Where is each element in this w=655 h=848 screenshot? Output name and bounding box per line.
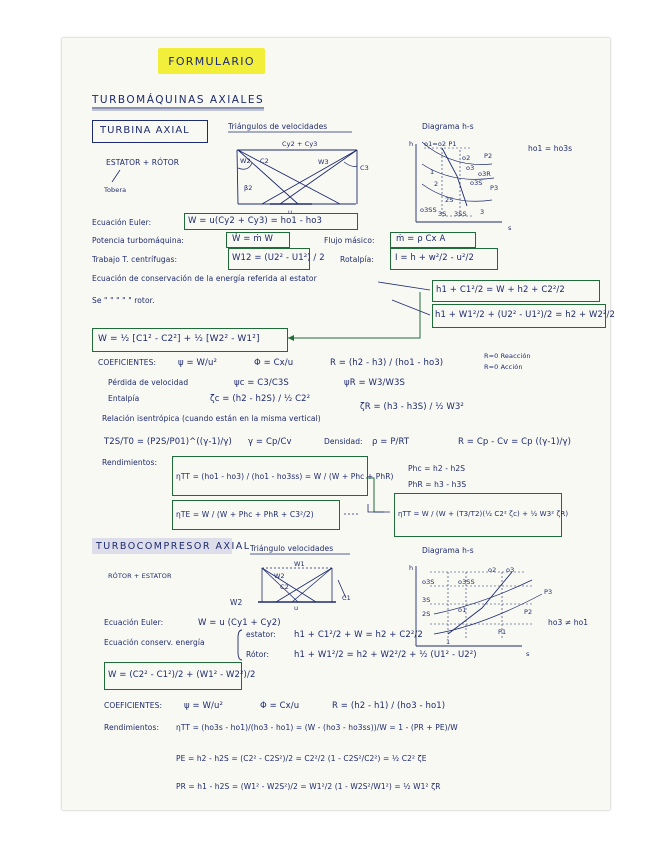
hs1-equality-note: ho1 = ho3s <box>528 144 573 153</box>
estator-energy-equation: h1 + C1²/2 = W + h2 + C2²/2 <box>436 285 565 295</box>
gamma-equation: γ = Cp/Cv <box>248 437 292 447</box>
conservacion-rotor-label: Se " " " " " rotor. <box>92 296 155 305</box>
tobera-label: Tobera <box>104 186 127 194</box>
eta2-tt-equation: ηTT = (ho3s - ho1)/(ho3 - ho1) = (W - (ho3 - ho3ss))/W = 1 - (PR + PE)/W <box>176 723 458 732</box>
tri-u-label: u <box>288 208 293 216</box>
entalpia-zeta-c: ζc = (h2 - h2S) / ½ C2² <box>210 394 311 404</box>
hs2-o3ss-label: o3SS <box>458 578 475 586</box>
hs1-3ss-label: 3SS <box>454 210 467 218</box>
tri-beta2-label: β2 <box>244 184 253 192</box>
tri2-w2-label: W2 <box>274 572 285 580</box>
rendimientos-label: Rendimientos: <box>102 458 158 467</box>
trabajo-label: Trabajo T. centrífugas: <box>92 255 178 264</box>
triangulo2-title: Triángulo velocidades <box>250 544 334 553</box>
hs2-2s-label: 2S <box>422 610 431 618</box>
hs1-s-axis: s <box>508 224 512 232</box>
estator2-label: estator: <box>246 630 276 639</box>
densidad-equation: ρ = P/RT <box>372 437 410 447</box>
hs2-o1-label: o1 <box>458 606 467 614</box>
potencia-label: Potencia turbomáquina: <box>92 236 185 245</box>
hs2-o3s-label: o3S <box>422 578 435 586</box>
hs1-2-label: 2 <box>434 180 439 188</box>
tri-w2-label: W2 <box>240 157 251 165</box>
hs2-inequality-note: ho3 ≠ ho1 <box>548 618 589 627</box>
hs2-s-axis: s <box>526 650 530 658</box>
diagrama-hs-title: Diagrama h-s <box>422 122 474 131</box>
rotor2-label: Rótor: <box>246 650 270 659</box>
hs2-3s-label: 3S <box>422 596 431 604</box>
pr-equation: PR = h1 - h2S = (W1² - W2S²)/2 = W1²/2 (1 - W2S²/W1²) = ½ W1² ζR <box>176 782 441 791</box>
hs2-h-axis: h <box>409 564 414 572</box>
hs1-h-axis: h <box>409 140 414 148</box>
triangulos-title: Triángulos de velocidades <box>228 122 328 131</box>
hs2-1-label: 1 <box>446 638 451 646</box>
hs2-o3-label: o3 <box>506 566 515 574</box>
tri-c2-label: C2 <box>260 157 269 165</box>
hs1-o3ss-label: o3SS <box>420 206 437 214</box>
trabajo-equation: W12 = (U2² - U1²) / 2 <box>232 253 325 263</box>
rotor-estator-label: RÓTOR + ESTATOR <box>108 572 172 580</box>
hs2-p3-label: P3 <box>544 588 553 596</box>
hs1-p01-label: o1=o2 P1 <box>424 140 457 148</box>
hs1-3s-label: 3S <box>438 210 447 218</box>
euler-label: Ecuación Euler: <box>92 218 152 227</box>
tri-w3-label: W3 <box>318 158 329 166</box>
rotor2-equation: h1 + W1²/2 = h2 + W2²/2 + ½ (U1² - U2²) <box>294 650 477 660</box>
rotor-energy-equation: h1 + W1²/2 + (U2² - U1²)/2 = h2 + W2²/2 <box>435 310 616 320</box>
coef2-phi: Φ = Cx/u <box>260 701 300 711</box>
hs1-o3r-label: o3R <box>478 170 491 178</box>
isentropica-equation: T2S/T0 = (P2S/P01)^((γ-1)/γ) <box>104 437 232 447</box>
potencia-equation: Ẇ = ṁ W <box>232 234 274 244</box>
rotalpia-equation: I = h + w²/2 - u²/2 <box>395 253 475 263</box>
conservacion-estator-label: Ecuación de conservación de la energía referida al estator <box>92 274 317 283</box>
coef-phi: Φ = Cx/u <box>254 358 294 368</box>
eta-te-equation: ηTE = W / (W + Phc + PhR + C3²/2) <box>176 510 314 519</box>
coef2-psi: ψ = W/u² <box>184 701 223 711</box>
phr-equation: PhR = h3 - h3S <box>408 480 467 489</box>
hs2-p2-label: P2 <box>524 608 533 616</box>
hs1-p3-label: P3 <box>490 184 499 192</box>
hs2-p1-label: P1 <box>498 628 507 636</box>
page-title: FORMULARIO <box>168 55 255 68</box>
coef-r-accion: R=0 Acción <box>484 363 523 371</box>
perdida-psi-r: ψR = W3/W3S <box>344 378 406 388</box>
work2-equation: W = (C2² - C1²)/2 + (W1² - W2²)/2 <box>108 670 256 680</box>
tri2-u-label: u <box>294 604 299 612</box>
coef-r: R = (h2 - h3) / (ho1 - ho3) <box>330 358 444 368</box>
entalpia-zeta-r: ζR = (h3 - h3S) / ½ W3² <box>360 402 464 412</box>
diagrama2-hs-title: Diagrama h-s <box>422 546 474 555</box>
hs1-3-label: 3 <box>480 208 485 216</box>
estator-rotor-label: ESTATOR + RÓTOR <box>106 158 180 167</box>
phc-equation: Phc = h2 - h2S <box>408 464 466 473</box>
hs1-1-label: 1 <box>430 168 435 176</box>
euler2-equation: W = u (Cy1 + Cy2) <box>198 618 281 628</box>
coef-label: COEFICIENTES: <box>98 358 157 367</box>
tri2-c1-label: C1 <box>342 594 351 602</box>
r-gas-equation: R = Cp - Cv = Cp ((γ-1)/γ) <box>458 437 572 447</box>
pe-equation: PE = h2 - h2S = (C2² - C2S²)/2 = C2²/2 (1 - C2S²/C2²) = ½ C2² ζE <box>176 754 427 763</box>
hs1-2s-label: 2S <box>445 196 454 204</box>
hs1-o3-label: o3 <box>466 164 475 172</box>
densidad-label: Densidad: <box>324 437 363 446</box>
rotalpia-label: Rotalpía: <box>340 255 374 264</box>
hs1-o3s-label: o3S <box>470 179 483 187</box>
tri2-w1-label: W1 <box>294 560 305 568</box>
tri-top-label: Cy2 + Cy3 <box>282 140 318 148</box>
conserv2-brace <box>62 38 610 810</box>
tri2-w2-outer-label: W2 <box>230 598 243 607</box>
perdida-psi-c: ψc = C3/C3S <box>234 378 289 388</box>
euler2-label: Ecuación Euler: <box>104 618 164 627</box>
coef-r-reaccion: R=0 Reacción <box>484 352 531 360</box>
eta-tt-equation: ηTT = (ho1 - ho3) / (ho1 - ho3ss) = W / (W + Phc + PhR) <box>176 472 394 481</box>
coef2-r: R = (h2 - h1) / (ho3 - ho1) <box>332 701 446 711</box>
hs1-o2-label: o2 <box>462 154 471 162</box>
isentropica-label: Relación isentrópica (cuando están en la misma vertical) <box>102 414 321 423</box>
euler-equation: W = u(Cy2 + Cy3) = ho1 - ho3 <box>188 216 323 226</box>
section-heading-axial: TURBOMÁQUINAS AXIALES <box>92 94 265 106</box>
eta-tt2-equation: ηTT = W / (W + (T3/T2)(½ C2² ζc) + ½ W3² ζR) <box>398 510 569 518</box>
estator2-equation: h1 + C1²/2 + W = h2 + C2²/2 <box>294 630 423 640</box>
turbina-axial-heading: TURBINA AXIAL <box>100 125 190 136</box>
entalpia-label: Entalpía <box>108 394 140 403</box>
conserv2-label: Ecuación conserv. energía <box>104 638 205 647</box>
work-equation: W = ½ [C1² - C2²] + ½ [W2² - W1²] <box>98 334 260 344</box>
notes-page <box>62 38 616 810</box>
turbocompresor-heading: TURBOCOMPRESOR AXIAL <box>96 541 251 552</box>
tri-c3-label: C3 <box>360 164 369 172</box>
rend2-label: Rendimientos: <box>104 723 160 732</box>
hs2-o2-label: o2 <box>488 566 497 574</box>
hs1-p2-label: P2 <box>484 152 493 160</box>
flujo-equation: ṁ = ρ Cx A <box>396 234 446 244</box>
coef-psi: ψ = W/u² <box>178 358 217 368</box>
perdida-label: Pérdida de velocidad <box>108 378 189 387</box>
coef2-label: COEFICIENTES: <box>104 701 163 710</box>
flujo-label: Flujo másico: <box>324 236 375 245</box>
tri2-c2-label: C2 <box>280 583 289 591</box>
